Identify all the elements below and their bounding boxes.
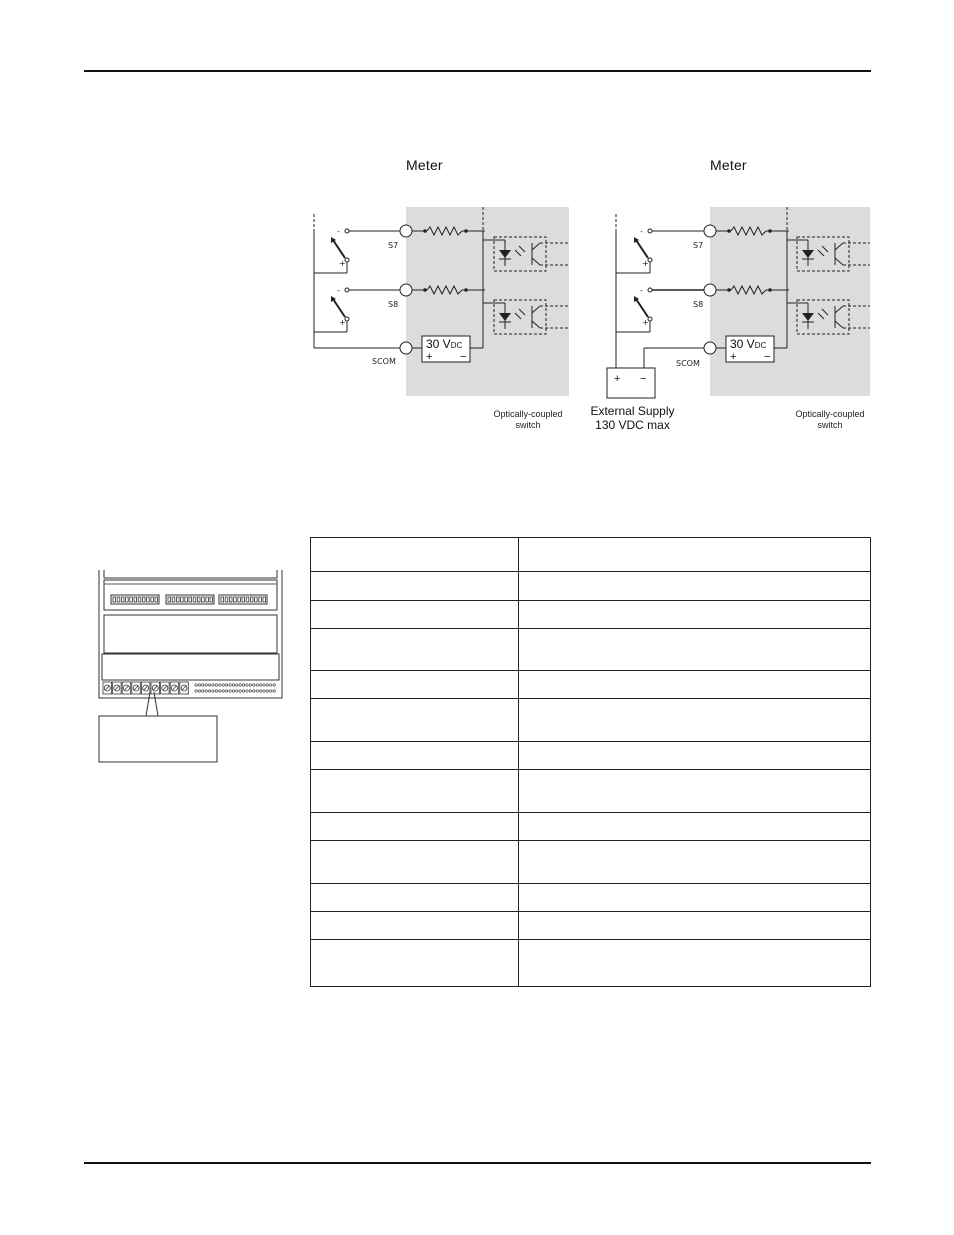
table-row [311, 912, 871, 940]
table-cell-label [311, 601, 519, 629]
table-cell-value [519, 629, 871, 671]
table-row [311, 813, 871, 841]
table-cell-label [311, 538, 519, 572]
table-row [311, 699, 871, 742]
meter-label-right: Meter [710, 157, 747, 173]
supply-value-label: 30 VDC [730, 337, 767, 351]
table-cell-value [519, 601, 871, 629]
supply-minus: − [460, 351, 467, 363]
table-row [311, 884, 871, 912]
caption-optical-right: Optically-coupled switch [795, 409, 865, 430]
terminal-callout-box [99, 716, 217, 762]
wiring-diagram-internal-supply [300, 200, 575, 405]
meter-housing [406, 207, 569, 396]
table-cell-value [519, 742, 871, 770]
input-label-s8: S8 [388, 300, 399, 309]
header-rule [84, 70, 871, 72]
table-cell-value [519, 841, 871, 884]
table-row [311, 601, 871, 629]
table-row [311, 841, 871, 884]
wiring-diagram-external-supply [600, 200, 875, 405]
table-cell-value [519, 671, 871, 699]
external-supply-caption: External Supply 130 VDC max [590, 404, 675, 432]
table-row [311, 538, 871, 572]
table-cell-label [311, 912, 519, 940]
switch-minus-s7: - [640, 227, 643, 236]
table-cell-label [311, 572, 519, 601]
switch-plus-s7: + [339, 259, 346, 268]
external-minus: − [640, 373, 647, 385]
table-cell-label [311, 770, 519, 813]
table-cell-label [311, 742, 519, 770]
table-cell-label [311, 629, 519, 671]
scom-label: SCOM [372, 357, 396, 366]
table-cell-value [519, 813, 871, 841]
input-label-s7: S7 [388, 241, 399, 250]
meter-housing [710, 207, 870, 396]
external-plus: + [614, 373, 621, 385]
switch-plus-s8: + [642, 318, 649, 327]
table-cell-value [519, 538, 871, 572]
table-cell-label [311, 699, 519, 742]
table-cell-value [519, 572, 871, 601]
switch-plus-s7: + [642, 259, 649, 268]
terminal-block-illustration [96, 570, 286, 765]
table-cell-label [311, 841, 519, 884]
table-cell-value [519, 699, 871, 742]
table-row [311, 742, 871, 770]
table-row [311, 940, 871, 987]
switch-minus-s8: - [337, 286, 340, 295]
scom-label: SCOM [676, 359, 700, 368]
table-cell-label [311, 884, 519, 912]
table-cell-value [519, 884, 871, 912]
table-cell-value [519, 940, 871, 987]
table-row [311, 572, 871, 601]
supply-value-label: 30 VDC [426, 337, 463, 351]
switch-minus-s8: - [640, 286, 643, 295]
caption-optical-left: Optically-coupled switch [493, 409, 563, 430]
specification-table [310, 537, 871, 987]
supply-plus: + [730, 351, 737, 363]
table-cell-value [519, 912, 871, 940]
table-cell-label [311, 671, 519, 699]
table-cell-label [311, 813, 519, 841]
table-row [311, 770, 871, 813]
input-label-s7: S7 [693, 241, 704, 250]
meter-label-left: Meter [406, 157, 443, 173]
table-cell-value [519, 770, 871, 813]
supply-plus: + [426, 351, 433, 363]
switch-minus-s7: - [337, 227, 340, 236]
table-cell-label [311, 940, 519, 987]
supply-minus: − [764, 351, 771, 363]
table-row [311, 629, 871, 671]
footer-rule [84, 1162, 871, 1164]
input-label-s8: S8 [693, 300, 704, 309]
table-row [311, 671, 871, 699]
switch-plus-s8: + [339, 318, 346, 327]
